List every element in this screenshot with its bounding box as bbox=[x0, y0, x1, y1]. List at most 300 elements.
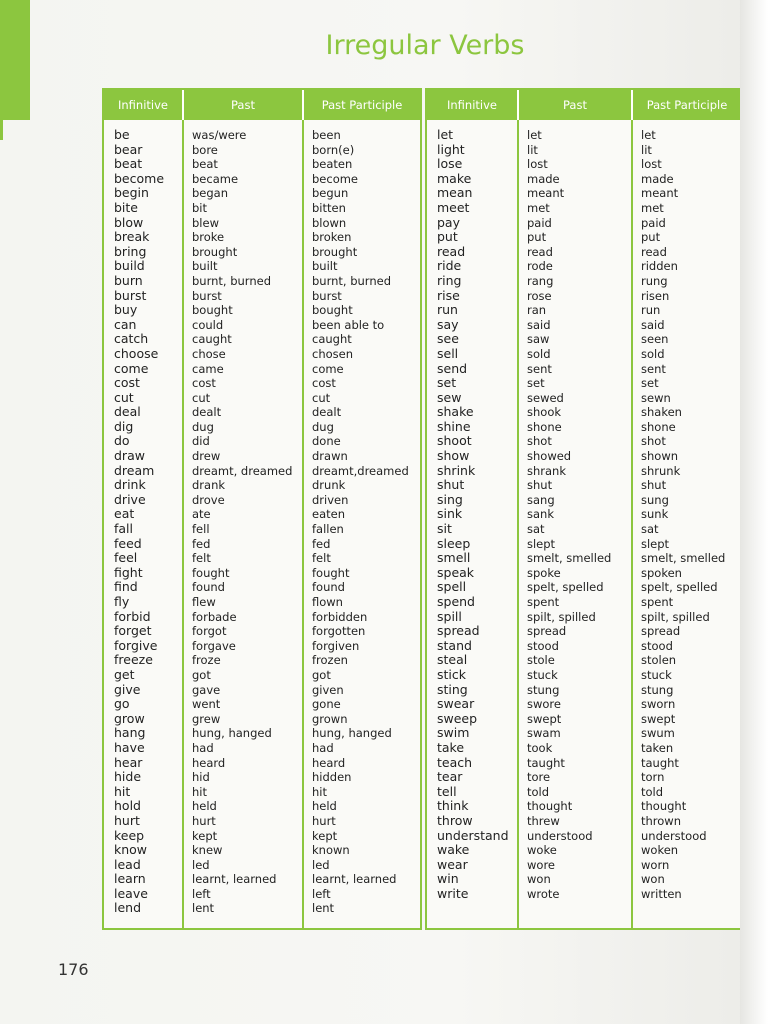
verb-cell: drink bbox=[114, 478, 146, 493]
verb-cell: rung bbox=[641, 273, 668, 288]
verb-cell: pay bbox=[437, 215, 460, 230]
verb-cell: hurt bbox=[114, 813, 140, 828]
verb-cell: hide bbox=[114, 770, 142, 785]
verb-cell: beat bbox=[114, 157, 143, 172]
verb-cell: fought bbox=[192, 565, 230, 580]
verb-cell: run bbox=[641, 303, 661, 318]
verb-cell: heard bbox=[312, 755, 346, 770]
verb-cell: forgiven bbox=[312, 638, 360, 653]
verb-cell: slept bbox=[527, 536, 556, 551]
verb-cell: spread bbox=[527, 624, 567, 639]
verb-cell: rode bbox=[527, 259, 553, 274]
verb-cell: forgot bbox=[192, 624, 227, 639]
verb-cell: caught bbox=[192, 332, 232, 347]
verb-cell: got bbox=[312, 667, 331, 682]
verb-cell: bought bbox=[312, 303, 353, 318]
verb-cell: built bbox=[312, 259, 338, 274]
verb-cell: kept bbox=[192, 828, 218, 843]
verb-cell: fight bbox=[114, 565, 143, 580]
verb-cell: swear bbox=[437, 697, 475, 712]
irregular-verbs-table bbox=[102, 88, 743, 930]
verb-cell: felt bbox=[192, 551, 211, 566]
header-past: Past bbox=[519, 90, 633, 120]
verb-cell: woken bbox=[641, 843, 679, 858]
verb-cell: dealt bbox=[192, 405, 222, 420]
verb-cell: go bbox=[114, 697, 130, 712]
verb-cell: told bbox=[641, 784, 664, 799]
verb-cell: sold bbox=[641, 346, 665, 361]
verb-cell: bite bbox=[114, 200, 138, 215]
verb-cell: cut bbox=[312, 390, 331, 405]
verb-cell: think bbox=[437, 799, 469, 814]
verb-cell: eat bbox=[114, 507, 135, 522]
verb-cell: left bbox=[192, 886, 211, 901]
verb-cell: stand bbox=[437, 638, 472, 653]
verb-cell: spilt, spilled bbox=[527, 609, 596, 624]
verb-cell: risen bbox=[641, 288, 670, 303]
verb-cell: burst bbox=[192, 288, 222, 303]
verb-cell: stung bbox=[641, 682, 674, 697]
verb-cell: drawn bbox=[312, 449, 348, 464]
table-right-half bbox=[425, 88, 743, 930]
verb-cell: shake bbox=[437, 405, 474, 420]
verb-cell: wrote bbox=[527, 886, 560, 901]
verb-cell: lead bbox=[114, 857, 141, 872]
verb-cell: do bbox=[114, 434, 130, 449]
verb-cell: sing bbox=[437, 492, 463, 507]
verb-cell: teach bbox=[437, 755, 473, 770]
verb-cell: stung bbox=[527, 682, 560, 697]
verb-cell: got bbox=[192, 667, 211, 682]
verb-cell: flown bbox=[312, 595, 343, 609]
verb-cell: had bbox=[312, 740, 334, 755]
verb-cell: flew bbox=[192, 595, 216, 609]
verb-cell: let bbox=[641, 128, 656, 142]
verb-cell: tore bbox=[527, 770, 551, 785]
verb-cell: read bbox=[527, 244, 553, 259]
verb-cell: draw bbox=[114, 449, 145, 464]
verb-cell: spoke bbox=[527, 565, 561, 580]
verb-cell: won bbox=[527, 872, 551, 887]
verb-cell: spelt, spelled bbox=[641, 580, 718, 595]
verb-cell: taken bbox=[641, 740, 674, 755]
verb-cell: paid bbox=[527, 215, 552, 230]
verb-cell: torn bbox=[641, 770, 665, 785]
verb-cell: shrank bbox=[527, 463, 567, 478]
verb-cell: fed bbox=[312, 536, 331, 551]
verb-cell: thrown bbox=[641, 813, 682, 828]
page-edge-mark bbox=[0, 120, 3, 140]
verb-cell: tell bbox=[437, 784, 457, 799]
verb-cell: lit bbox=[641, 142, 652, 157]
verb-cell: dug bbox=[312, 419, 334, 434]
verb-cell: bear bbox=[114, 142, 143, 157]
verb-cell: led bbox=[312, 857, 330, 872]
verb-cell: met bbox=[527, 200, 550, 215]
verb-cell: sting bbox=[437, 682, 468, 697]
verb-cell: meant bbox=[641, 186, 679, 201]
verb-cell: cost bbox=[192, 376, 216, 391]
verb-cell: throw bbox=[437, 813, 473, 828]
verb-cell: found bbox=[192, 580, 225, 595]
verb-cell: set bbox=[641, 376, 659, 391]
verb-cell: eaten bbox=[312, 507, 345, 522]
verb-cell: hold bbox=[114, 799, 141, 814]
verb-cell: beaten bbox=[312, 157, 353, 172]
verb-cell: cost bbox=[114, 376, 140, 391]
verb-cell: shrunk bbox=[641, 463, 681, 478]
verb-cell: spend bbox=[437, 595, 475, 609]
verb-cell: hit bbox=[114, 784, 131, 799]
verb-cell: take bbox=[437, 740, 465, 755]
verb-cell: hang bbox=[114, 726, 146, 741]
verb-cell: write bbox=[437, 886, 469, 901]
column-infinitive bbox=[104, 120, 184, 928]
verb-cell: buy bbox=[114, 303, 138, 318]
verb-cell: given bbox=[312, 682, 344, 697]
verb-cell: shot bbox=[527, 434, 552, 449]
header-infinitive: Infinitive bbox=[104, 90, 184, 120]
verb-cell: blown bbox=[312, 215, 347, 230]
verb-cell: caught bbox=[312, 332, 352, 347]
verb-cell: hear bbox=[114, 755, 143, 770]
verb-cell: ate bbox=[192, 507, 211, 522]
verb-cell: come bbox=[114, 361, 149, 376]
verb-cell: lost bbox=[641, 157, 662, 172]
verb-cell: hurt bbox=[192, 813, 216, 828]
verb-cell: dream bbox=[114, 463, 155, 478]
verb-cell: taught bbox=[527, 755, 565, 770]
verb-cell: stuck bbox=[641, 667, 672, 682]
verb-cell: break bbox=[114, 230, 150, 245]
verb-cell: dreamt, dreamed bbox=[192, 463, 293, 478]
verb-cell: shine bbox=[437, 419, 471, 434]
verb-cell: cost bbox=[312, 376, 336, 391]
verb-cell: ridden bbox=[641, 259, 678, 274]
verb-cell: bitten bbox=[312, 200, 346, 215]
verb-cell: stolen bbox=[641, 653, 677, 668]
verb-cell: met bbox=[641, 200, 664, 215]
verb-cell: burn bbox=[114, 273, 143, 288]
verb-cell: run bbox=[437, 303, 458, 318]
verb-cell: thought bbox=[641, 799, 687, 814]
verb-cell: gave bbox=[192, 682, 221, 697]
verb-cell: said bbox=[527, 317, 551, 332]
verb-cell: fly bbox=[114, 595, 130, 609]
column-past bbox=[519, 120, 633, 928]
table-header-left bbox=[104, 90, 420, 120]
verb-cell: could bbox=[192, 317, 224, 332]
verb-cell: heard bbox=[192, 755, 226, 770]
verb-cell: cut bbox=[114, 390, 134, 405]
verb-cell: swept bbox=[641, 711, 676, 726]
verb-cell: burnt, burned bbox=[312, 273, 392, 288]
verb-cell: sang bbox=[527, 492, 555, 507]
verb-cell: shrink bbox=[437, 463, 476, 478]
verb-cell: smelt, smelled bbox=[641, 551, 726, 566]
verb-cell: spell bbox=[437, 580, 467, 595]
verb-cell: freeze bbox=[114, 653, 153, 668]
verb-cell: grew bbox=[192, 711, 221, 726]
verb-cell: shot bbox=[641, 434, 666, 449]
verb-cell: forbade bbox=[192, 609, 237, 624]
verb-cell: spread bbox=[641, 624, 681, 639]
verb-cell: sink bbox=[437, 507, 463, 522]
verb-cell: win bbox=[437, 872, 459, 887]
verb-cell: speak bbox=[437, 565, 475, 580]
verb-cell: sent bbox=[641, 361, 666, 376]
verb-cell: lit bbox=[527, 142, 538, 157]
verb-cell: broke bbox=[192, 230, 225, 245]
page-gutter bbox=[740, 0, 768, 1024]
verb-cell: stood bbox=[641, 638, 673, 653]
verb-cell: ride bbox=[437, 259, 462, 274]
verb-cell: stick bbox=[437, 667, 466, 682]
verb-cell: swum bbox=[641, 726, 675, 741]
verb-cell: felt bbox=[312, 551, 331, 566]
verb-cell: sewn bbox=[641, 390, 671, 405]
verb-cell: lent bbox=[312, 901, 335, 916]
verb-cell: had bbox=[192, 740, 214, 755]
verb-cell: meet bbox=[437, 200, 470, 215]
verb-cell: shown bbox=[641, 449, 679, 464]
verb-cell: written bbox=[641, 886, 682, 901]
verb-cell: feel bbox=[114, 551, 138, 566]
verb-cell: stuck bbox=[527, 667, 558, 682]
verb-cell: sewed bbox=[527, 390, 564, 405]
verb-cell: shone bbox=[527, 419, 562, 434]
verb-cell: sleep bbox=[437, 536, 471, 551]
header-past: Past bbox=[184, 90, 304, 120]
verb-cell: hit bbox=[192, 784, 207, 799]
table-left-half bbox=[102, 88, 422, 930]
verb-cell: shut bbox=[437, 478, 465, 493]
verb-cell: sold bbox=[527, 346, 551, 361]
verb-cell: hid bbox=[192, 770, 210, 785]
verb-cell: told bbox=[527, 784, 550, 799]
verb-cell: lent bbox=[192, 901, 215, 916]
verb-cell: meant bbox=[527, 186, 565, 201]
verb-cell: was/were bbox=[192, 128, 247, 142]
verb-cell: born(e) bbox=[312, 142, 355, 157]
verb-cell: read bbox=[437, 244, 466, 259]
verb-cell: begun bbox=[312, 186, 349, 201]
verb-cell: fed bbox=[192, 536, 211, 551]
verb-cell: become bbox=[312, 171, 359, 186]
verb-cell: dug bbox=[192, 419, 214, 434]
verb-cell: said bbox=[641, 317, 665, 332]
verb-cell: shoot bbox=[437, 434, 472, 449]
verb-cell: hurt bbox=[312, 813, 336, 828]
verb-cell: make bbox=[437, 171, 472, 186]
verb-cell: sew bbox=[437, 390, 462, 405]
verb-cell: understand bbox=[437, 828, 509, 843]
verb-cell: see bbox=[437, 332, 459, 347]
header-past-participle: Past Participle bbox=[646, 98, 728, 112]
verb-cell: seen bbox=[641, 332, 669, 347]
verb-cell: spill bbox=[437, 609, 462, 624]
page-title: Irregular Verbs bbox=[325, 30, 525, 61]
verb-cell: build bbox=[114, 259, 145, 274]
verb-cell: leave bbox=[114, 886, 148, 901]
verb-cell: sent bbox=[527, 361, 552, 376]
verb-cell: understood bbox=[527, 828, 593, 843]
verb-cell: give bbox=[114, 682, 141, 697]
verb-cell: lose bbox=[437, 157, 463, 172]
verb-cell: lend bbox=[114, 901, 142, 916]
verb-cell: say bbox=[437, 317, 459, 332]
verb-cell: fall bbox=[114, 522, 134, 537]
verb-cell: blow bbox=[114, 215, 144, 230]
verb-cell: grow bbox=[114, 711, 145, 726]
verb-cell: have bbox=[114, 740, 145, 755]
verb-cell: rise bbox=[437, 288, 460, 303]
verb-cell: thought bbox=[527, 799, 573, 814]
verb-cell: bring bbox=[114, 244, 147, 259]
verb-cell: knew bbox=[192, 843, 223, 858]
verb-cell: came bbox=[192, 361, 224, 376]
verb-cell: grown bbox=[312, 711, 348, 726]
verb-cell: beat bbox=[192, 157, 218, 172]
verb-cell: drive bbox=[114, 492, 146, 507]
verb-cell: be bbox=[114, 128, 130, 142]
verb-cell: led bbox=[192, 857, 210, 872]
verb-cell: drew bbox=[192, 449, 221, 464]
verb-cell: set bbox=[527, 376, 545, 391]
verb-cell: woke bbox=[527, 843, 557, 858]
verb-cell: learnt, learned bbox=[312, 872, 397, 887]
verb-cell: hung, hanged bbox=[192, 726, 272, 741]
verb-cell: shone bbox=[641, 419, 676, 434]
verb-cell: put bbox=[527, 230, 547, 245]
verb-cell: learnt, learned bbox=[192, 872, 277, 887]
verb-cell: forgotten bbox=[312, 624, 366, 639]
verb-cell: held bbox=[192, 799, 217, 814]
verb-cell: light bbox=[437, 142, 465, 157]
column-past-participle bbox=[304, 120, 420, 928]
verb-cell: held bbox=[312, 799, 337, 814]
verb-cell: wake bbox=[437, 843, 470, 858]
verb-cell: hit bbox=[312, 784, 327, 799]
verb-cell: sank bbox=[527, 507, 554, 522]
verb-cell: fell bbox=[192, 522, 210, 537]
verb-cell: forgive bbox=[114, 638, 158, 653]
verb-cell: gone bbox=[312, 697, 341, 712]
verb-cell: began bbox=[192, 186, 229, 201]
verb-cell: left bbox=[312, 886, 331, 901]
verb-cell: dig bbox=[114, 419, 134, 434]
verb-cell: wear bbox=[437, 857, 468, 872]
verb-cell: did bbox=[192, 434, 210, 449]
verb-cell: find bbox=[114, 580, 138, 595]
verb-cell: can bbox=[114, 317, 137, 332]
verb-cell: sat bbox=[641, 522, 659, 537]
verb-cell: slept bbox=[641, 536, 670, 551]
verb-cell: shut bbox=[641, 478, 667, 493]
verb-cell: come bbox=[312, 361, 344, 376]
verb-cell: deal bbox=[114, 405, 141, 420]
verb-cell: hidden bbox=[312, 770, 352, 785]
verb-cell: swim bbox=[437, 726, 470, 741]
verb-cell: shaken bbox=[641, 405, 682, 420]
verb-cell: wore bbox=[527, 857, 555, 872]
verb-cell: begin bbox=[114, 186, 149, 201]
verb-cell: catch bbox=[114, 332, 149, 347]
verb-cell: sat bbox=[527, 522, 545, 537]
verb-cell: put bbox=[437, 230, 458, 245]
verb-cell: spelt, spelled bbox=[527, 580, 604, 595]
verb-cell: burnt, burned bbox=[192, 273, 272, 288]
verb-cell: worn bbox=[641, 857, 670, 872]
verb-cell: hung, hanged bbox=[312, 726, 392, 741]
verb-cell: fallen bbox=[312, 522, 344, 537]
column-past-participle bbox=[633, 120, 741, 928]
verb-cell: feed bbox=[114, 536, 142, 551]
verb-cell: driven bbox=[312, 492, 349, 507]
verb-cell: spent bbox=[641, 595, 674, 609]
verb-cell: froze bbox=[192, 653, 221, 668]
verb-cell: keep bbox=[114, 828, 145, 843]
verb-cell: set bbox=[437, 376, 457, 391]
verb-cell: sit bbox=[437, 522, 452, 537]
verb-cell: bore bbox=[192, 142, 218, 157]
verb-cell: rose bbox=[527, 288, 552, 303]
verb-cell: threw bbox=[527, 813, 560, 828]
verb-cell: smell bbox=[437, 551, 471, 566]
column-past bbox=[184, 120, 304, 928]
verb-cell: burst bbox=[312, 288, 342, 303]
verb-cell: tear bbox=[437, 770, 463, 785]
verb-cell: fought bbox=[312, 565, 350, 580]
table-header-right bbox=[427, 90, 741, 120]
verb-cell: found bbox=[312, 580, 345, 595]
verb-cell: known bbox=[312, 843, 350, 858]
verb-cell: swore bbox=[527, 697, 561, 712]
verb-cell: know bbox=[114, 843, 148, 858]
verb-cell: forbid bbox=[114, 609, 151, 624]
verb-cell: shook bbox=[527, 405, 562, 420]
verb-cell: burst bbox=[114, 288, 147, 303]
verb-cell: won bbox=[641, 872, 665, 887]
verb-cell: drove bbox=[192, 492, 225, 507]
verb-cell: built bbox=[192, 259, 218, 274]
verb-cell: chose bbox=[192, 346, 226, 361]
verb-cell: took bbox=[527, 740, 553, 755]
verb-cell: drank bbox=[192, 478, 226, 493]
verb-cell: show bbox=[437, 449, 470, 464]
verb-cell: understood bbox=[641, 828, 707, 843]
header-past-participle: Past Participle bbox=[321, 98, 403, 112]
verb-cell: been bbox=[312, 128, 341, 142]
verb-cell: let bbox=[437, 128, 454, 142]
verb-cell: kept bbox=[312, 828, 338, 843]
verb-cell: read bbox=[641, 244, 667, 259]
verb-cell: get bbox=[114, 667, 135, 682]
verb-cell: stole bbox=[527, 653, 555, 668]
verb-cell: brought bbox=[192, 244, 238, 259]
verb-cell: dreamt,dreamed bbox=[312, 463, 409, 478]
verb-cell: spilt, spilled bbox=[641, 609, 710, 624]
verb-cell: swept bbox=[527, 711, 562, 726]
verb-cell: chosen bbox=[312, 346, 354, 361]
verb-cell: sung bbox=[641, 492, 669, 507]
verb-cell: put bbox=[641, 230, 661, 245]
verb-cell: made bbox=[527, 171, 560, 186]
verb-cell: become bbox=[114, 171, 165, 186]
verb-cell: swam bbox=[527, 726, 561, 741]
verb-cell: frozen bbox=[312, 653, 348, 668]
verb-cell: spoken bbox=[641, 565, 682, 580]
